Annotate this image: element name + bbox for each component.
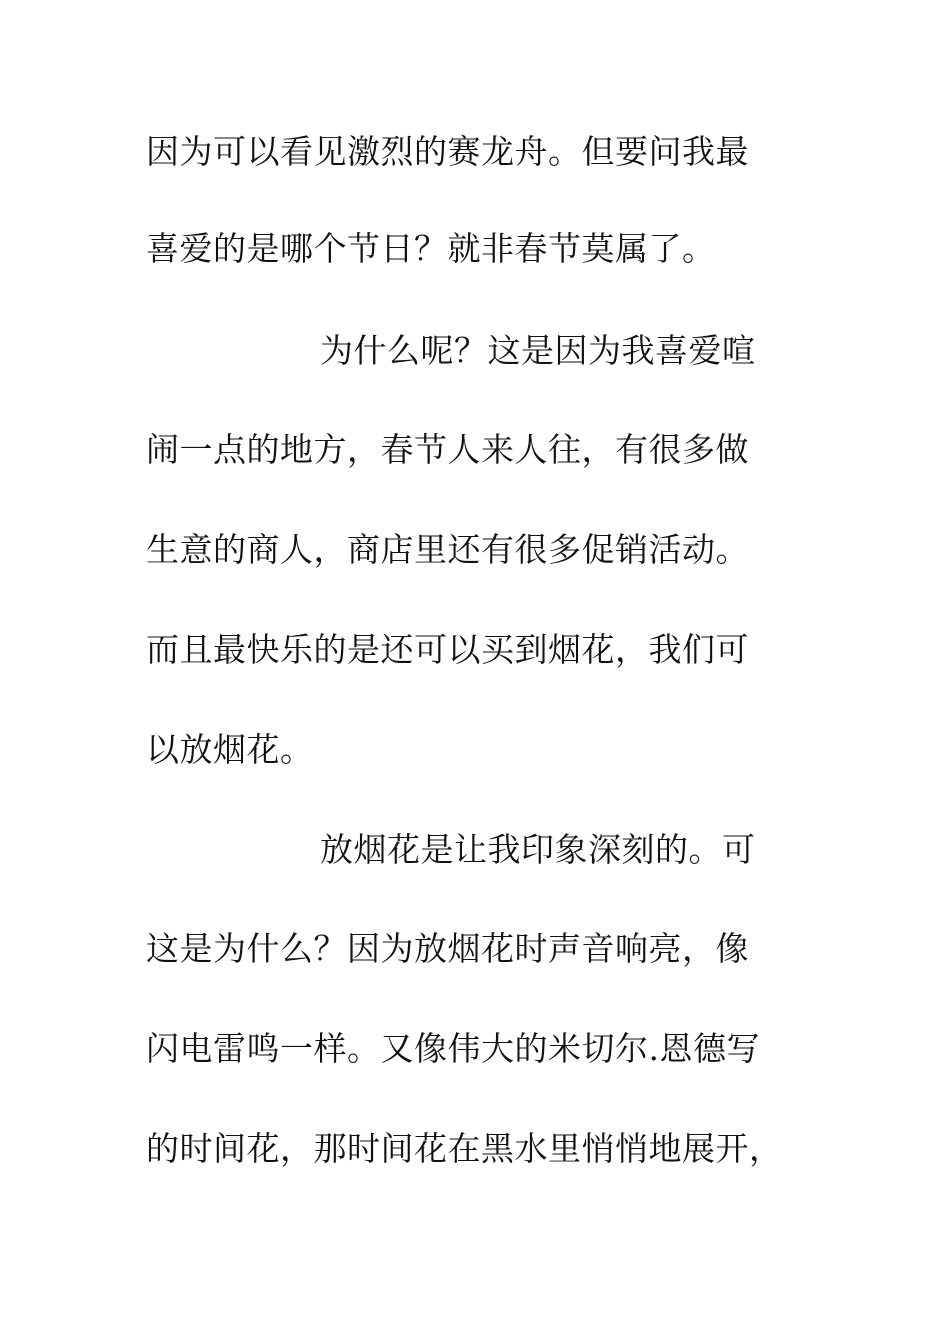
text-line: 生意的商人，商店里还有很多促销活动。 xyxy=(146,530,749,569)
text-line: 的时间花，那时间花在黑水里悄悄地展开， xyxy=(146,1129,783,1168)
text-line: 这是为什么？因为放烟花时声音响亮，像 xyxy=(146,929,749,968)
text-line: 因为可以看见激烈的赛龙舟。但要问我最 xyxy=(146,132,749,171)
text-line: 以放烟花。 xyxy=(146,730,314,769)
paragraph-start-line: 放烟花是让我印象深刻的。可 xyxy=(320,830,756,869)
text-line: 而且最快乐的是还可以买到烟花，我们可 xyxy=(146,630,749,669)
text-line: 闹一点的地方，春节人来人往，有很多做 xyxy=(146,430,749,469)
text-line: 喜爱的是哪个节日？就非春节莫属了。 xyxy=(146,229,716,268)
text-line: 闪电雷鸣一样。又像伟大的米切尔.恩德写 xyxy=(146,1029,760,1068)
paragraph-start-line: 为什么呢？这是因为我喜爱喧 xyxy=(320,331,756,370)
